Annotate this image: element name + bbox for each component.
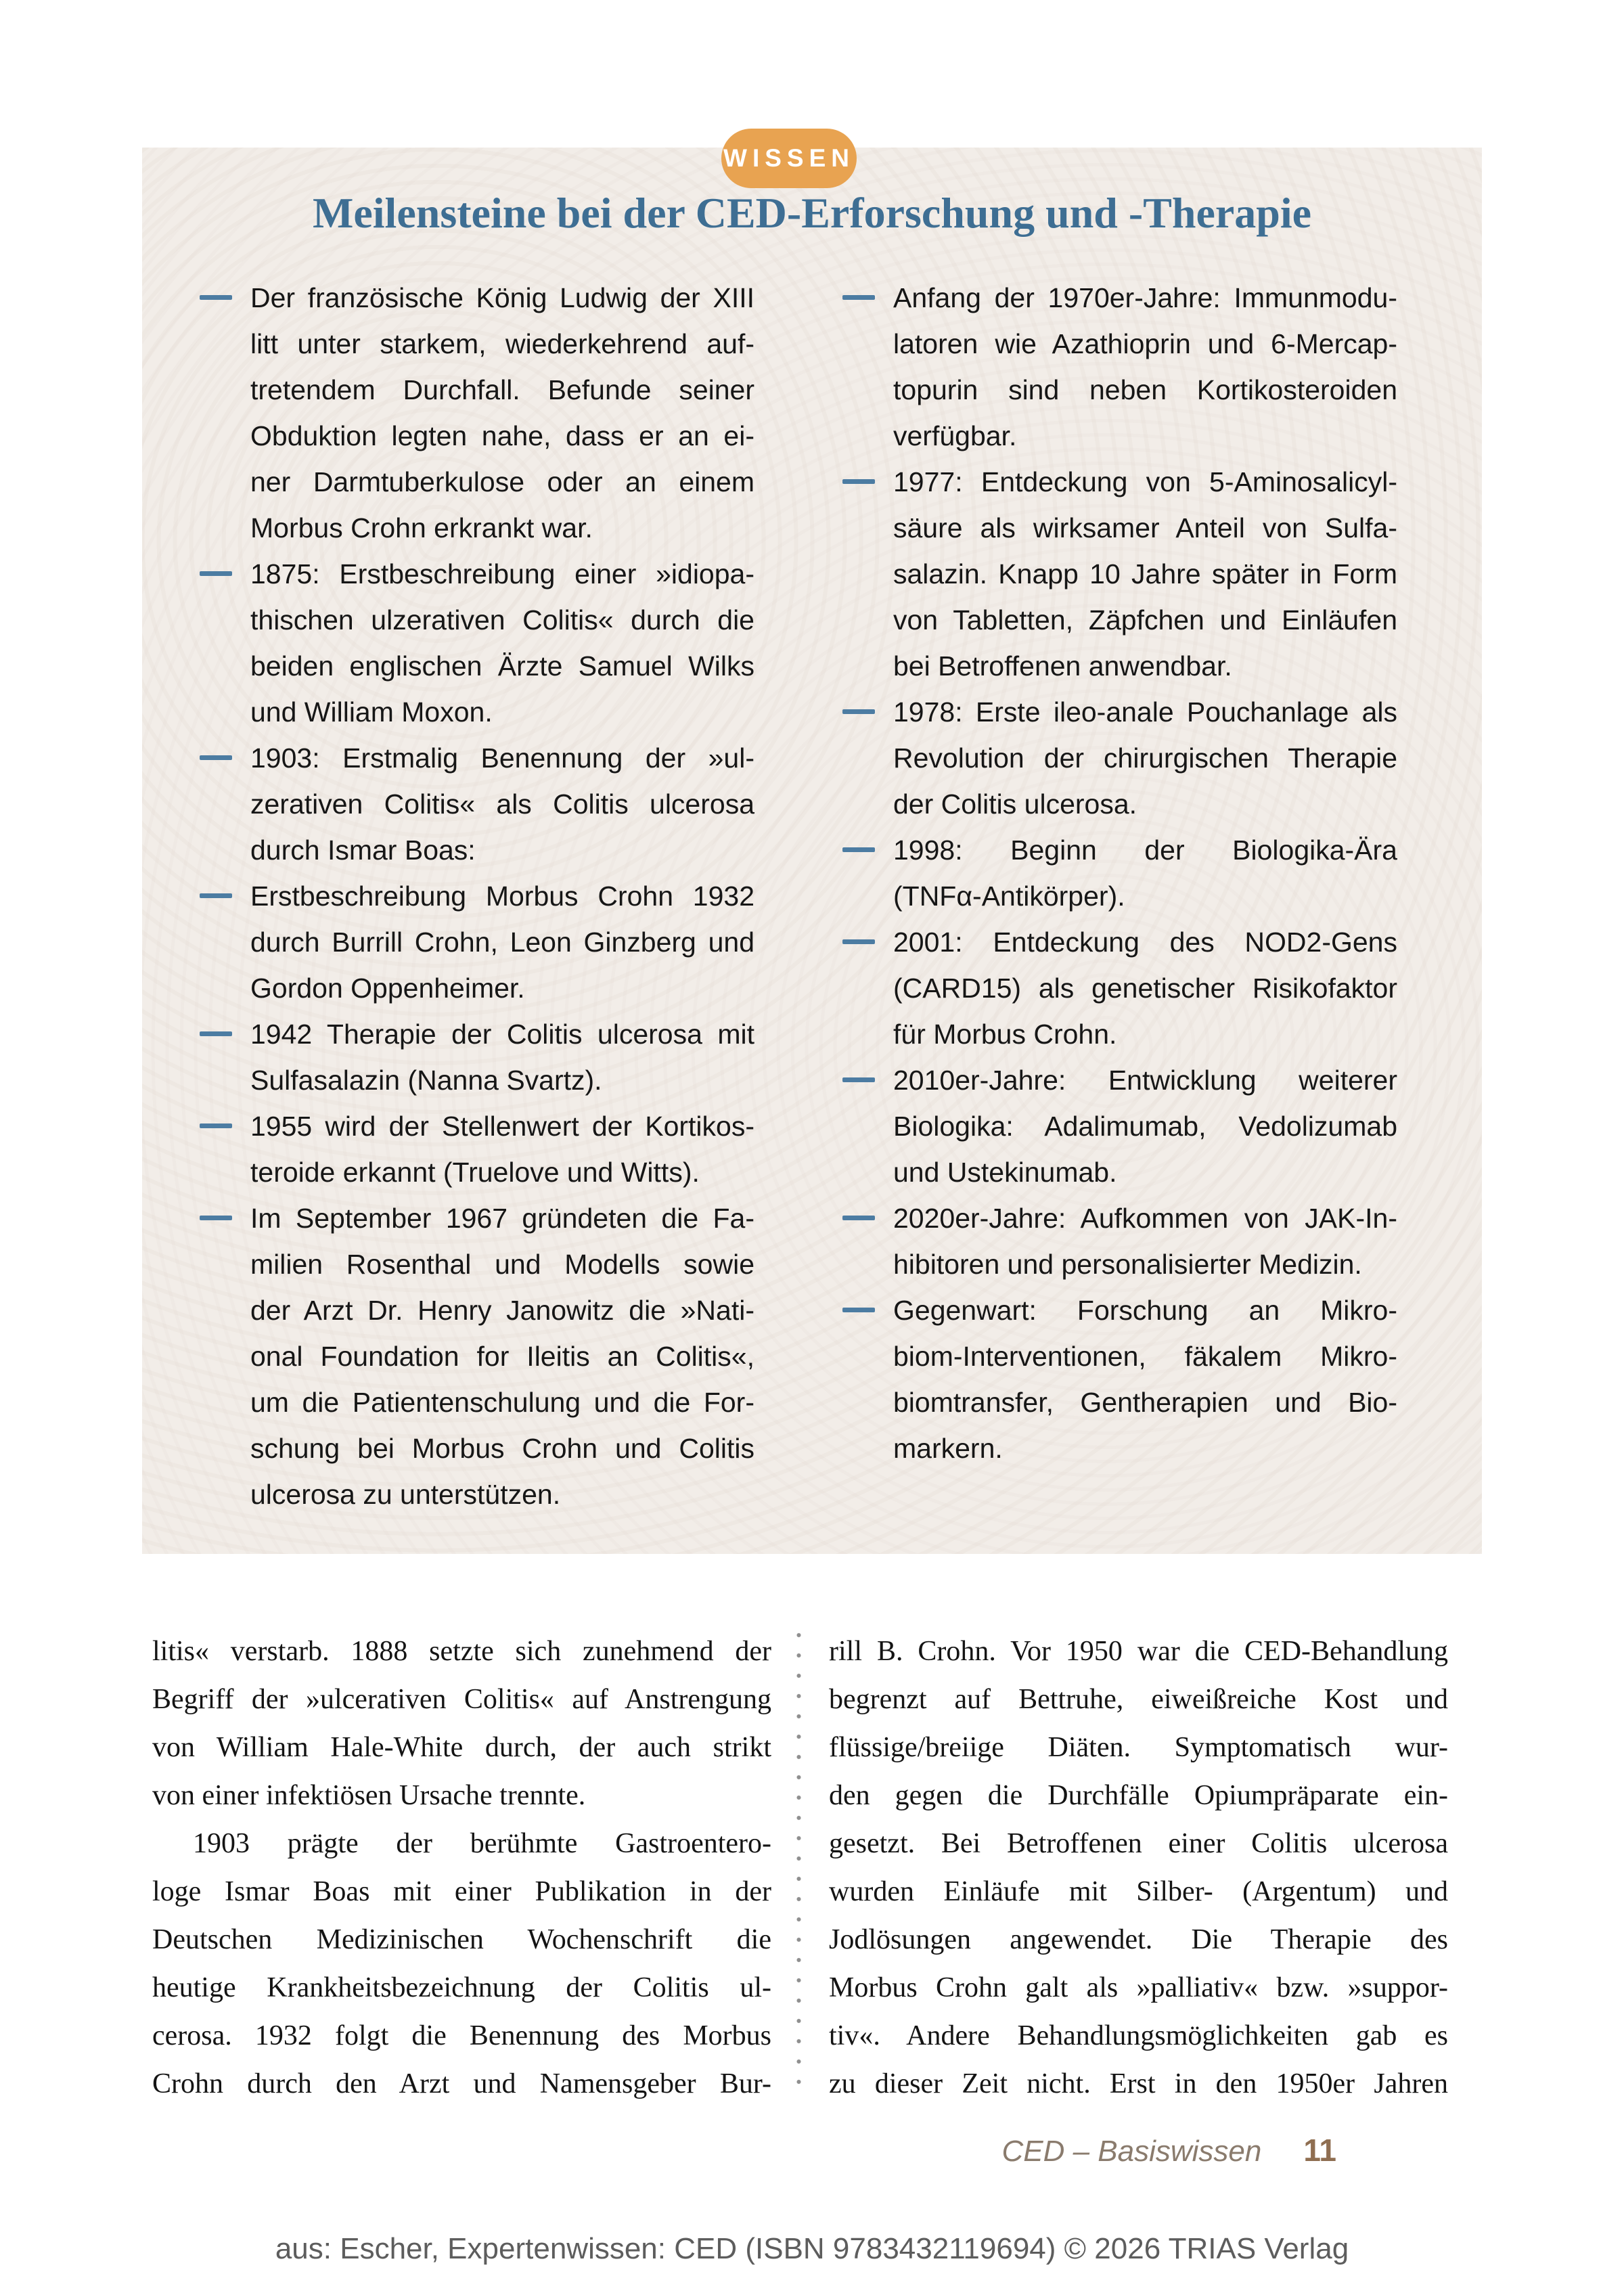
- list-item-text: [893, 689, 1397, 827]
- list-item-text: [250, 1011, 754, 1103]
- text-line: Begriff der »ulcerativen Colitis« auf Anstrengung: [152, 1684, 771, 1715]
- text-line: beiden englischen Ärzte Samuel Wilks: [250, 650, 754, 682]
- text-line: Sulfasalazin (Nanna Svartz).: [250, 1065, 602, 1096]
- dash-bullet-icon: [842, 1308, 875, 1312]
- text-line: teroide erkannt (Truelove und Witts).: [250, 1157, 700, 1188]
- list-item-text: [893, 919, 1397, 1057]
- dash-bullet-icon: [842, 1216, 875, 1220]
- dash-bullet-icon: [200, 1216, 232, 1220]
- paragraph: [152, 1628, 771, 1820]
- text-line: markern.: [893, 1433, 1003, 1464]
- text-line: litt unter starkem, wiederkehrend auf-: [250, 328, 754, 359]
- text-line: Morbus Crohn galt als »palliativ« bzw. »suppor-: [829, 1972, 1448, 2003]
- wissen-badge: [721, 129, 857, 188]
- wissen-badge-label: WISSEN: [723, 144, 855, 172]
- text-line: biomtransfer, Gentherapien und Bio-: [893, 1387, 1397, 1418]
- text-line: 2010er-Jahre: Entwicklung weiterer: [893, 1065, 1397, 1096]
- text-line: zerativen Colitis« als Colitis ulcerosa: [250, 788, 754, 820]
- text-line: und William Moxon.: [250, 696, 493, 728]
- text-line: schung bei Morbus Crohn und Colitis: [250, 1433, 754, 1464]
- text-line: Jodlösungen angewendet. Die Therapie des: [829, 1924, 1448, 1955]
- list-item: [842, 1195, 1397, 1287]
- list-item: [200, 873, 754, 1011]
- text-line: latoren wie Azathioprin und 6-Mercap-: [893, 328, 1397, 359]
- bullet-column: [842, 1287, 893, 1471]
- text-line: thischen ulzerativen Colitis« durch die: [250, 604, 754, 636]
- text-line: durch Burrill Crohn, Leon Ginzberg und: [250, 927, 754, 958]
- text-line: Morbus Crohn erkrankt war.: [250, 512, 593, 543]
- dash-bullet-icon: [842, 939, 875, 944]
- text-line: Im September 1967 gründeten die Fa-: [250, 1203, 754, 1234]
- bullet-column: [842, 459, 893, 689]
- dash-bullet-icon: [842, 709, 875, 714]
- text-line: heutige Krankheitsbezeichnung der Colitis ul-: [152, 1972, 771, 2003]
- bullet-column: [842, 1057, 893, 1195]
- column-divider-dotted: [796, 1632, 801, 2098]
- list-item: [842, 459, 1397, 689]
- text-line: um die Patientenschulung und die For-: [250, 1387, 754, 1418]
- text-line: 1998: Beginn der Biologika-Ära: [893, 834, 1397, 866]
- text-line: zu dieser Zeit nicht. Erst in den 1950er Jahren: [829, 2068, 1448, 2099]
- text-line: wurden Einläufe mit Silber- (Argentum) und: [829, 1876, 1448, 1907]
- dash-bullet-icon: [200, 295, 232, 300]
- list-item: [200, 735, 754, 873]
- paragraph: [829, 1628, 1448, 2108]
- text-line: tretendem Durchfall. Befunde seiner: [250, 374, 754, 405]
- text-line: der Arzt Dr. Henry Janowitz die »Nati-: [250, 1295, 754, 1326]
- text-line: (TNFα-Antikörper).: [893, 881, 1125, 912]
- text-line: ulcerosa zu unterstützen.: [250, 1479, 561, 1510]
- copyright-credit: aus: Escher, Expertenwissen: CED (ISBN 9783432119694) © 2026 TRIAS Verlag: [275, 2232, 1349, 2265]
- text-line: begrenzt auf Bettruhe, eiweißreiche Kost und: [829, 1684, 1448, 1715]
- text-line: 1875: Erstbeschreibung einer »idiopa-: [250, 558, 754, 589]
- text-line: Gordon Oppenheimer.: [250, 973, 525, 1004]
- dash-bullet-icon: [200, 1123, 232, 1128]
- text-line: tiv«. Andere Behandlungsmöglichkeiten gab es: [829, 2020, 1448, 2051]
- text-line: ner Darmtuberkulose oder an einem: [250, 466, 754, 497]
- bullet-column: [200, 1011, 250, 1103]
- text-line: biom-Interventionen, fäkalem Mikro-: [893, 1341, 1397, 1372]
- list-item: [842, 919, 1397, 1057]
- text-line: Der französische König Ludwig der XIII: [250, 282, 754, 313]
- list-item-text: [893, 1057, 1397, 1195]
- bullet-column: [200, 735, 250, 873]
- bullet-column: [200, 275, 250, 551]
- text-line: Obduktion legten nahe, dass er an ei-: [250, 420, 754, 451]
- text-line: säure als wirksamer Anteil von Sulfa-: [893, 512, 1397, 543]
- text-line: 1942 Therapie der Colitis ulcerosa mit: [250, 1019, 754, 1050]
- text-line: Erstbeschreibung Morbus Crohn 1932: [250, 881, 754, 912]
- bullet-column: [842, 275, 893, 459]
- text-line: milien Rosenthal und Modells sowie: [250, 1249, 754, 1280]
- text-line: Revolution der chirurgischen Therapie: [893, 742, 1397, 774]
- running-footer: [1001, 2132, 1336, 2168]
- bullet-column: [200, 873, 250, 1011]
- page-number: 11: [1303, 2133, 1336, 2168]
- list-item-text: [250, 735, 754, 873]
- bullet-column: [200, 551, 250, 735]
- dash-bullet-icon: [842, 1077, 875, 1082]
- list-item-text: [250, 873, 754, 1011]
- list-item-text: [250, 1195, 754, 1517]
- list-item-text: [893, 459, 1397, 689]
- text-line: der Colitis ulcerosa.: [893, 788, 1137, 820]
- dash-bullet-icon: [200, 893, 232, 898]
- list-item: [200, 1011, 754, 1103]
- list-item: [200, 1195, 754, 1517]
- text-line: 2001: Entdeckung des NOD2-Gens: [893, 927, 1397, 958]
- list-item-text: [893, 827, 1397, 919]
- text-line: gesetzt. Bei Betroffenen einer Colitis ulcerosa: [829, 1828, 1448, 1859]
- bullet-column: [842, 689, 893, 827]
- list-item: [200, 1103, 754, 1195]
- text-line: durch Ismar Boas:: [250, 834, 476, 866]
- bullet-column: [842, 827, 893, 919]
- dash-bullet-icon: [200, 755, 232, 760]
- dash-bullet-icon: [200, 1031, 232, 1036]
- text-line: Biologika: Adalimumab, Vedolizumab: [893, 1111, 1397, 1142]
- list-item: [842, 689, 1397, 827]
- text-line: litis« verstarb. 1888 setzte sich zunehmend der: [152, 1636, 771, 1667]
- list-item-text: [893, 1195, 1397, 1287]
- body-column-left: [152, 1628, 771, 2108]
- dash-bullet-icon: [200, 571, 232, 576]
- list-item-text: [250, 551, 754, 735]
- text-line: cerosa. 1932 folgt die Benennung des Morbus: [152, 2020, 771, 2051]
- text-line: 1955 wird der Stellenwert der Kortikos-: [250, 1111, 754, 1142]
- text-line: 1977: Entdeckung von 5-Aminosalicyl-: [893, 466, 1397, 497]
- text-line: von Tabletten, Zäpfchen und Einläufen: [893, 604, 1397, 636]
- dash-bullet-icon: [842, 479, 875, 484]
- text-line: bei Betroffenen anwendbar.: [893, 650, 1232, 682]
- text-line: onal Foundation for Ileitis an Colitis«,: [250, 1341, 754, 1372]
- text-line: (CARD15) als genetischer Risikofaktor: [893, 973, 1397, 1004]
- text-line: 1903: Erstmalig Benennung der »ul-: [250, 742, 754, 774]
- dash-bullet-icon: [842, 295, 875, 300]
- list-item-text: [893, 1287, 1397, 1471]
- text-line: 1978: Erste ileo-anale Pouchanlage als: [893, 696, 1397, 728]
- milestone-list: [200, 275, 1397, 1517]
- text-line: hibitoren und personalisierter Medizin.: [893, 1249, 1362, 1280]
- list-item: [842, 1287, 1397, 1471]
- list-item-text: [893, 275, 1397, 459]
- running-title: CED – Basiswissen: [1001, 2135, 1262, 2168]
- bullet-column: [842, 919, 893, 1057]
- dash-bullet-icon: [842, 847, 875, 852]
- text-line: 2020er-Jahre: Aufkommen von JAK-In-: [893, 1203, 1397, 1234]
- list-item: [842, 1057, 1397, 1195]
- text-line: Gegenwart: Forschung an Mikro-: [893, 1295, 1397, 1326]
- text-line: loge Ismar Boas mit einer Publikation in der: [152, 1876, 771, 1907]
- text-line: und Ustekinumab.: [893, 1157, 1117, 1188]
- text-line: salazin. Knapp 10 Jahre später in Form: [893, 558, 1397, 589]
- milestone-column-left: [200, 275, 754, 1517]
- bullet-column: [842, 1195, 893, 1287]
- paragraph: [152, 1820, 771, 2108]
- milestone-column-right: [842, 275, 1397, 1517]
- text-line: für Morbus Crohn.: [893, 1019, 1117, 1050]
- text-line: topurin sind neben Kortikosteroiden: [893, 374, 1397, 405]
- box-title: Meilensteine bei der CED-Erforschung und -Therapie: [312, 189, 1312, 237]
- text-line: Deutschen Medizinischen Wochenschrift die: [152, 1924, 771, 1955]
- bullet-column: [200, 1103, 250, 1195]
- text-line: 1903 prägte der berühmte Gastroentero-: [193, 1828, 771, 1859]
- text-line: den gegen die Durchfälle Opiumpräparate ein-: [829, 1780, 1448, 1811]
- text-line: rill B. Crohn. Vor 1950 war die CED-Behandlung: [829, 1636, 1448, 1667]
- list-item: [200, 551, 754, 735]
- text-line: von einer infektiösen Ursache trennte.: [152, 1780, 586, 1811]
- list-item-text: [250, 275, 754, 551]
- text-line: von William Hale-White durch, der auch strikt: [152, 1732, 771, 1763]
- list-item: [200, 275, 754, 551]
- text-line: Anfang der 1970er-Jahre: Immunmodu-: [893, 282, 1397, 313]
- list-item: [842, 827, 1397, 919]
- text-line: Crohn durch den Arzt und Namensgeber Bur-: [152, 2068, 771, 2099]
- list-item-text: [250, 1103, 754, 1195]
- list-item: [842, 275, 1397, 459]
- body-column-right: [829, 1628, 1448, 2108]
- text-line: verfügbar.: [893, 420, 1017, 451]
- bullet-column: [200, 1195, 250, 1517]
- text-line: flüssige/breiige Diäten. Symptomatisch wur-: [829, 1732, 1448, 1763]
